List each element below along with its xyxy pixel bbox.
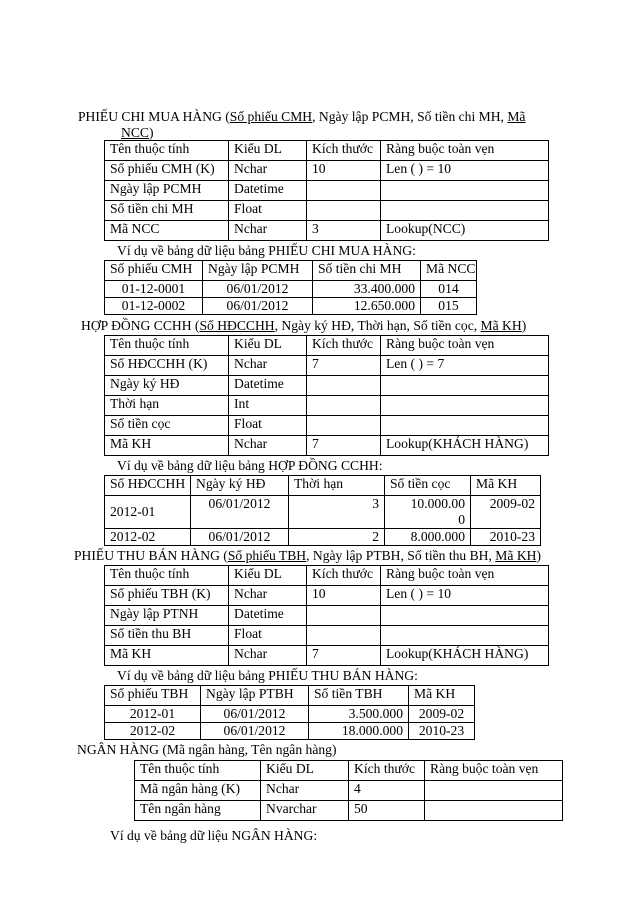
table-row: 2012-01 06/01/2012 3.500.000 2009-02 (105, 706, 475, 723)
table-row: Số tiền chi MH Float (105, 201, 549, 221)
table-row: 2012-02 06/01/2012 18.000.000 2010-23 (105, 723, 475, 740)
header-cell: Kiểu DL (229, 141, 307, 161)
table-row: Ngày lập PCMH Datetime (105, 181, 549, 201)
example-caption-hop-dong: Ví dụ về bảng dữ liệu bảng HỢP ĐỒNG CCHH: (117, 458, 383, 473)
example-table-phieu-thu (104, 685, 475, 740)
section-title-phieu-chi: PHIẾU CHI MUA HÀNG (Số phiếu CMH, Ngày lập PCMH, Số tiền chi MH, Mã (78, 109, 526, 124)
table-row: Mã ngân hàng (K) Nchar 4 (135, 781, 563, 801)
attribute-table-ngan-hang (134, 760, 563, 821)
table-row: 01-12-0001 06/01/2012 33.400.000 014 (105, 281, 477, 298)
attribute-table-hop-dong (104, 335, 549, 456)
table-row: Ngày lập PTNH Datetime (105, 606, 549, 626)
section-title-phieu-chi-cont: NCC) (121, 125, 154, 140)
attribute-table-phieu-chi (104, 140, 549, 241)
table-row: Số tiền cọc Float (105, 416, 549, 436)
table-header-row: Tên thuộc tính Kiểu DL Kích thước Ràng buộc toàn vẹn (135, 761, 563, 781)
section-title-phieu-thu: PHIẾU THU BÁN HÀNG (Số phiếu TBH, Ngày lập PTBH, Số tiền thu BH, Mã KH) (74, 548, 541, 563)
example-caption-phieu-chi: Ví dụ về bảng dữ liệu bảng PHIẾU CHI MUA HÀNG: (117, 243, 416, 258)
example-caption-ngan-hang: Ví dụ về bảng dữ liệu NGÂN HÀNG: (110, 828, 318, 843)
header-cell: Kích thước (307, 141, 381, 161)
table-header-row: Tên thuộc tính Kiểu DL Kích thước Ràng buộc toàn vẹn (105, 566, 549, 586)
table-row: Số tiền thu BH Float (105, 626, 549, 646)
table-row: 01-12-0002 06/01/2012 12.650.000 015 (105, 298, 477, 315)
example-table-phieu-chi (104, 260, 477, 315)
table-row: 2012-02 06/01/2012 2 8.000.000 2010-23 (105, 529, 541, 546)
table-row: Mã KH Nchar 7 Lookup(KHÁCH HÀNG) (105, 646, 549, 666)
table-row: Mã KH Nchar 7 Lookup(KHÁCH HÀNG) (105, 436, 549, 456)
example-caption-phieu-thu: Ví dụ về bảng dữ liệu bảng PHIẾU THU BÁN HÀNG: (117, 668, 418, 683)
table-row: Số phiếu TBH (K) Nchar 10 Len ( ) = 10 (105, 586, 549, 606)
table-row: Mã NCC Nchar 3 Lookup(NCC) (105, 221, 549, 241)
table-header-row: Tên thuộc tính Kiểu DL Kích thước Ràng buộc toàn vẹn (105, 336, 549, 356)
table-header-row: Số HĐCCHH Ngày ký HĐ Thời hạn Số tiền cọc Mã KH (105, 476, 541, 496)
table-header-row (105, 141, 549, 161)
example-table-hop-dong (104, 475, 541, 546)
section-title-hop-dong: HỢP ĐỒNG CCHH (Số HĐCCHH, Ngày ký HĐ, Thời hạn, Số tiền cọc, Mã KH) (81, 318, 527, 333)
table-row: Ngày ký HĐ Datetime (105, 376, 549, 396)
table-row: 2012-01 06/01/2012 3 10.000.00 0 2009-02 (105, 496, 541, 529)
header-cell: Tên thuộc tính (105, 141, 229, 161)
table-row: Thời hạn Int (105, 396, 549, 416)
section-title-ngan-hang: NGÂN HÀNG (Mã ngân hàng, Tên ngân hàng) (77, 742, 337, 757)
table-header-row: Số phiếu TBH Ngày lập PTBH Số tiền TBH Mã KH (105, 686, 475, 706)
table-row: Số phiếu CMH (K) Nchar 10 Len ( ) = 10 (105, 161, 549, 181)
attribute-table-phieu-thu (104, 565, 549, 666)
table-row: Số HĐCCHH (K) Nchar 7 Len ( ) = 7 (105, 356, 549, 376)
table-row: Tên ngân hàng Nvarchar 50 (135, 801, 563, 821)
table-header-row: Số phiếu CMH Ngày lập PCMH Số tiền chi MH Mã NCC (105, 261, 477, 281)
header-cell: Ràng buộc toàn vẹn (381, 141, 549, 161)
